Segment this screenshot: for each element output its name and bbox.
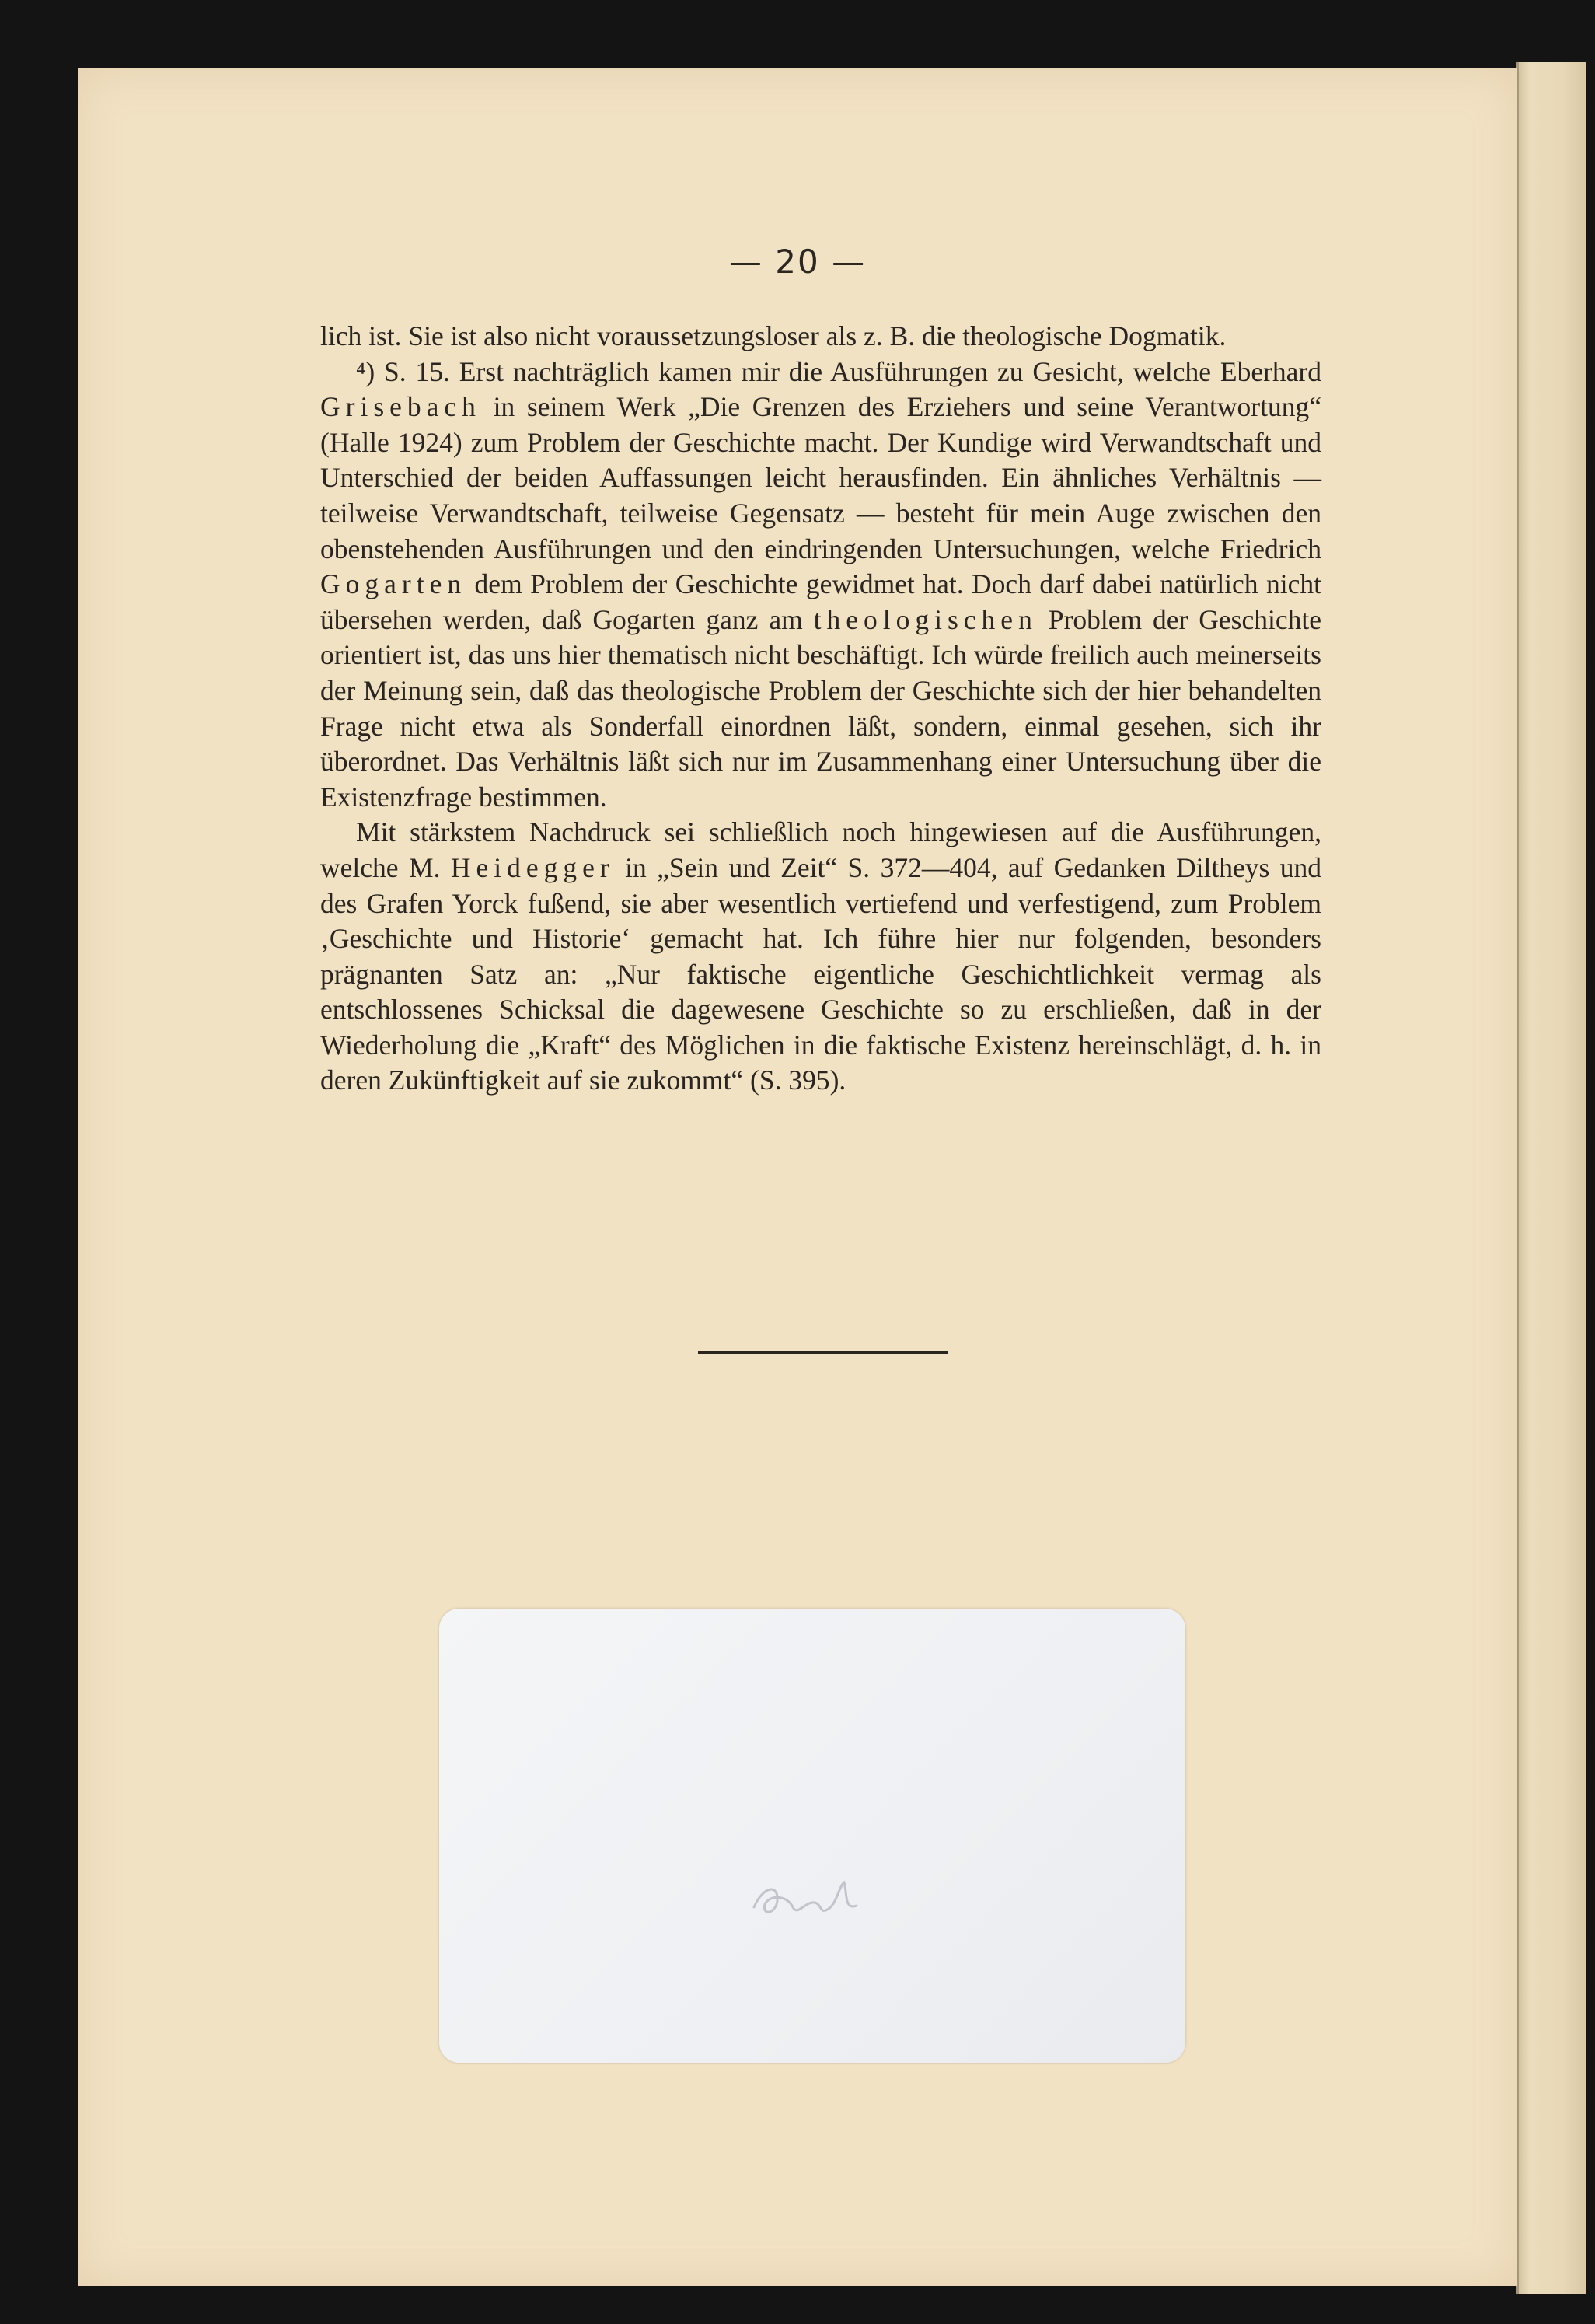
spaced-word-theologischen: theologischen	[813, 603, 1038, 635]
footnote-4	[320, 355, 1321, 816]
footnote-text	[320, 319, 1321, 1099]
calibration-card	[439, 1609, 1185, 2063]
paragraph-continuation: lich ist. Sie ist also nicht voraussetzungsloser als z. B. die theologische Dogmatik.	[320, 320, 1227, 351]
text-run: Mit stärkstem Nachdruck sei schließlich noch hingewiesen auf die Ausführungen, welche M.	[320, 816, 1321, 883]
text-run: ⁴) S. 15. Erst nachträglich kamen mir die Ausführungen zu Gesicht, welche Eberhard	[356, 355, 1321, 387]
spaced-name-heidegger: Heidegger	[450, 851, 615, 883]
spaced-name-grisebach: Grisebach	[320, 391, 481, 423]
pencil-scribble-mark	[748, 1870, 864, 1924]
spaced-name-gogarten: Gogarten	[320, 568, 467, 600]
text-run: in seinem Werk „Die Grenzen des Erziehers und seine Verantwortung“ (Halle 1924) zum Problem der Geschichte macht. Der Kundige wird Verwandtschaft und Unterschied der beiden Auffassungen leicht herausfinden. Ein ähnliches Verhältnis — teilweise Verwandtschaft, teilweise Gegensatz — besteht für mein Auge zwischen den obenstehenden Ausführungen und den eindringenden Untersuchungen, welche Friedrich	[320, 391, 1321, 564]
text-run: Problem der Geschichte orientiert ist, das uns hier thematisch nicht beschäftigt. Ich würde freilich auch meinerseits der Meinung sein, daß das theologische Problem der Geschichte sich der hier behandelten Frage nicht etwa als Sonderfall einordnen läßt, sondern, einmal gesehen, sich ihr überordnet. Das Verhältnis läßt sich nur im Zusammenhang einer Untersuchung über die Existenzfrage bestimmen.	[320, 603, 1321, 813]
paragraph-heidegger	[320, 815, 1321, 1099]
text-run: in „Sein und Zeit“ S. 372—404, auf Gedanken Diltheys und des Grafen Yorck fußend, sie aber wesentlich vertiefend und verfestigend, zum Problem ‚Geschichte und Historie‘ gemacht hat. Ich führe hier nur folgenden, besonders prägnanten Satz an: „Nur faktische eigentliche Geschichtlichkeit vermag als entschlossenes Schicksal die dagewesene Geschichte so zu erschließen, daß in der Wiederholung die „Kraft“ des Möglichen in die faktische Existenz hereinschlägt, d. h. in deren Zukünftigkeit auf sie zukommt“ (S. 395).	[320, 851, 1321, 1096]
next-page-edge	[1516, 62, 1586, 2294]
page-number: — 20 —	[728, 243, 867, 281]
text-run: dem Problem der Geschichte gewidmet hat. Doch darf dabei natürlich nicht übersehen werden, daß Gogarten ganz am	[320, 568, 1321, 635]
section-end-rule	[698, 1351, 948, 1354]
